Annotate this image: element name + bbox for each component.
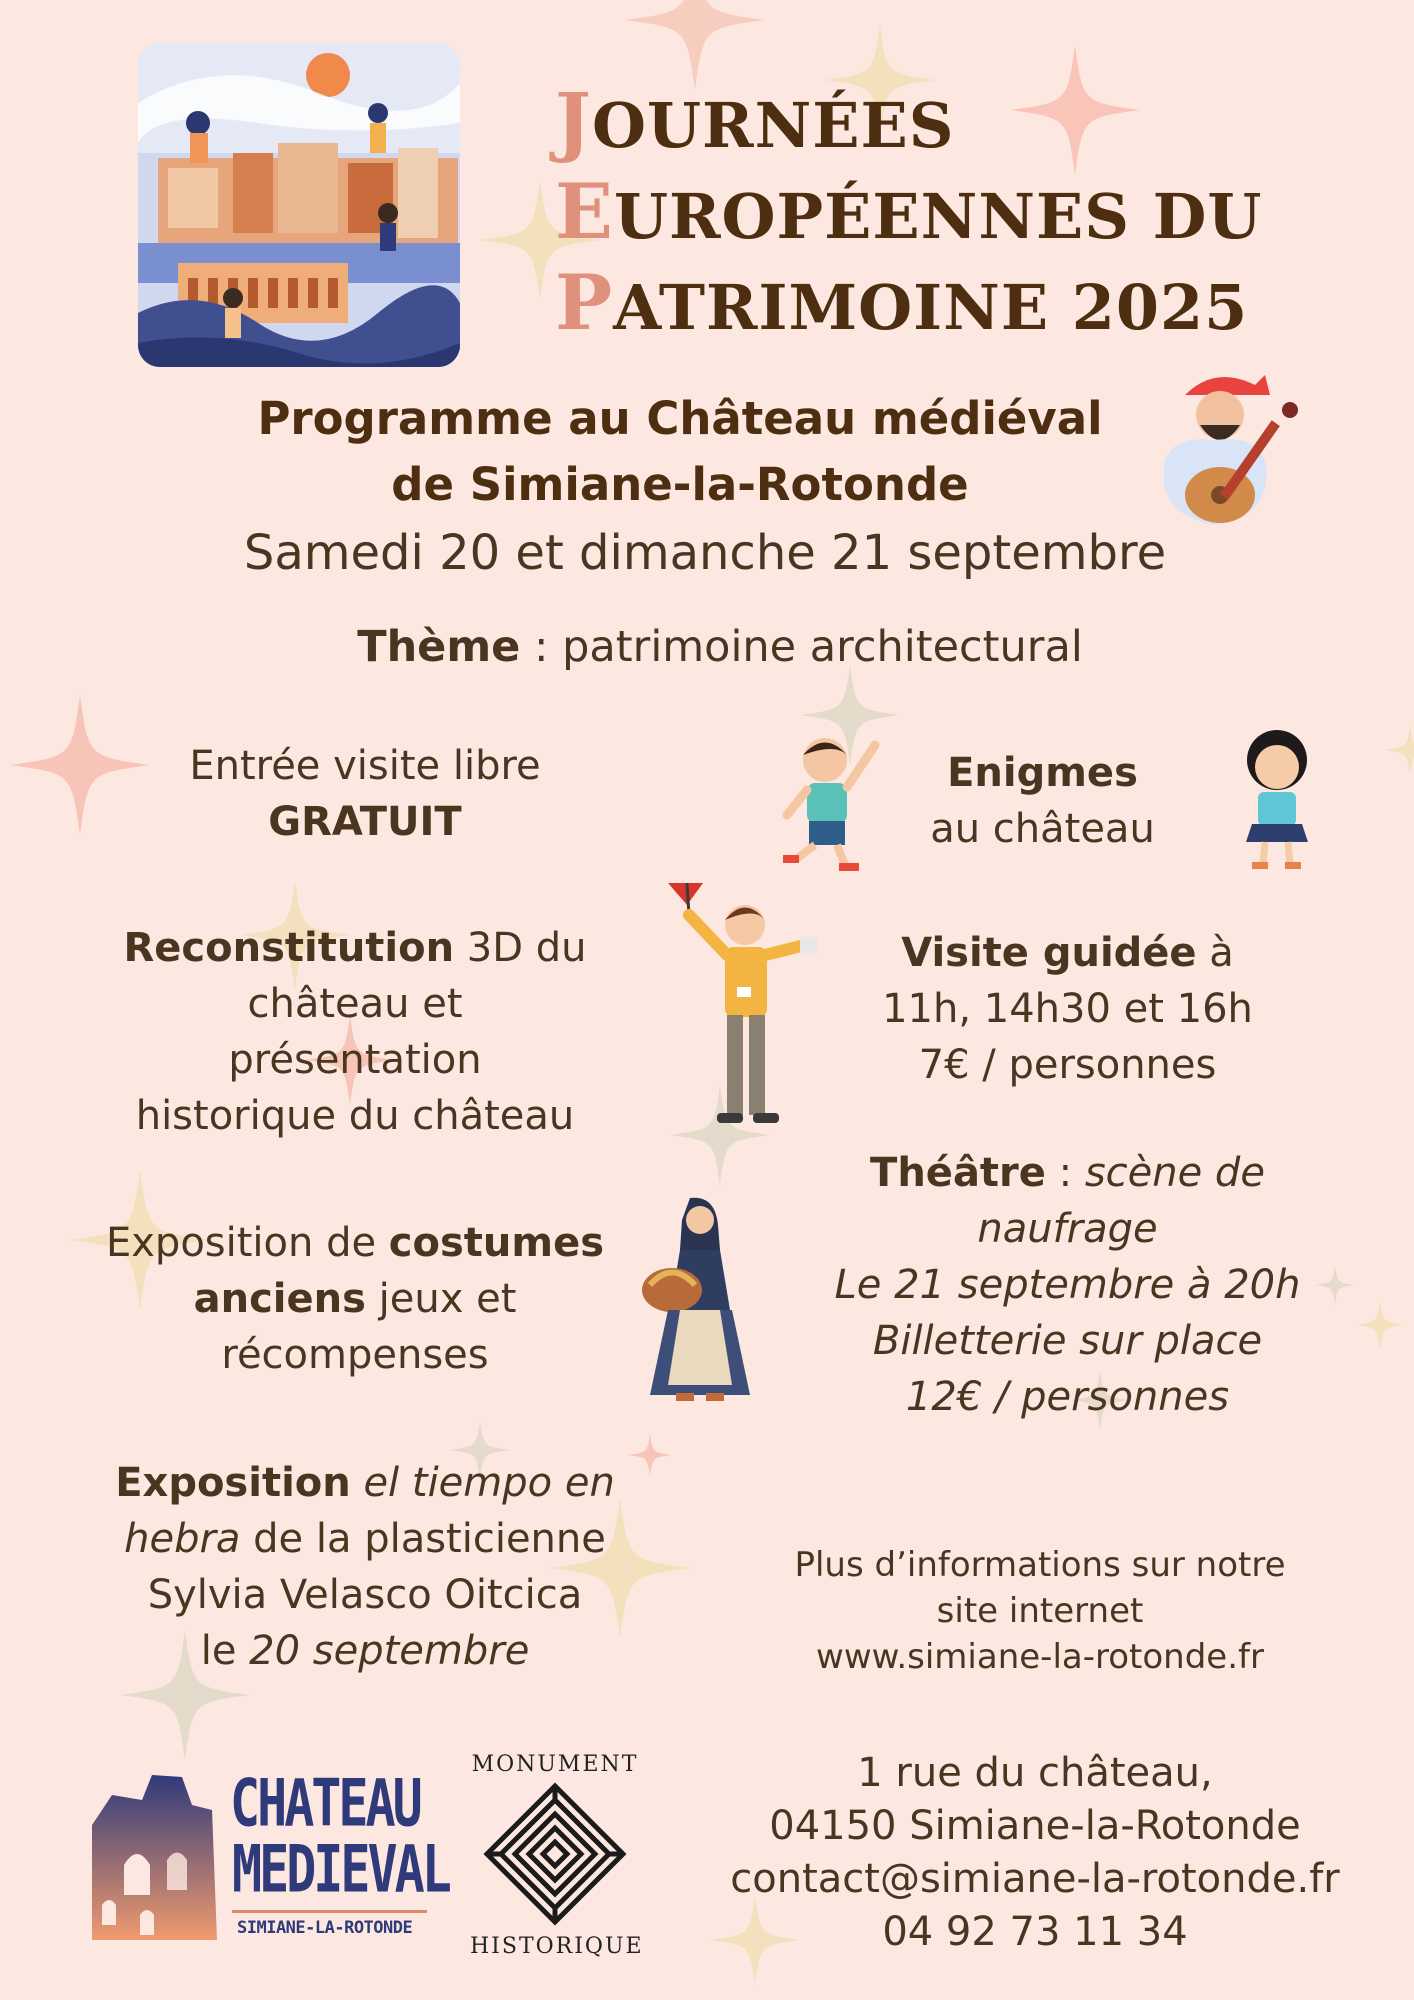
entry-price: GRATUIT [268, 799, 462, 845]
subtitle-line-2: de Simiane-la-Rotonde [391, 458, 969, 511]
entry-info [130, 738, 600, 850]
title-text: UROPÉENNES DU [613, 180, 1263, 253]
tour-guide-illustration [665, 875, 825, 1145]
labyrinth-icon [483, 1782, 627, 1926]
exposition-artist: Sylvia Velasco Oitcica [147, 1572, 583, 1618]
sparkle-icon [10, 695, 150, 835]
theatre-ticketing: Billetterie sur place [872, 1318, 1263, 1364]
theme-value: patrimoine architectural [562, 622, 1083, 672]
title-line-1 [555, 78, 1375, 169]
costumes-text: jeux et [365, 1276, 517, 1322]
title-initial: E [555, 167, 614, 256]
theatre-info [800, 1145, 1335, 1425]
title-initial: J [555, 76, 592, 165]
address-line-1: 1 rue du château, [857, 1750, 1213, 1796]
guided-tour-title: Visite guidée [901, 930, 1197, 976]
theatre-price: 12€ / personnes [905, 1374, 1230, 1420]
logo-divider [232, 1910, 427, 1913]
reconstitution-line-2: château et [247, 981, 463, 1027]
sparkle-icon [1355, 1300, 1405, 1350]
theatre-title: Théâtre [870, 1150, 1046, 1196]
contact-phone[interactable]: 04 92 73 11 34 [882, 1909, 1188, 1955]
theatre-separator: : [1045, 1150, 1085, 1196]
address-line-2: 04150 Simiane-la-Rotonde [769, 1803, 1301, 1849]
costumes-line-2 [75, 1271, 635, 1327]
entry-text: Entrée visite libre [189, 743, 541, 789]
exposition-line-1 [75, 1455, 655, 1511]
logo-subtitle: SIMIANE-LA-ROTONDE [237, 1918, 413, 1938]
costume-woman-illustration [640, 1190, 760, 1410]
monument-historique-logo [470, 1752, 644, 1962]
costumes-line-1 [75, 1215, 635, 1271]
info-line-1: Plus d’informations sur notre [794, 1545, 1286, 1585]
theatre-date: Le 21 septembre à 20h [834, 1262, 1301, 1308]
theme-line [200, 622, 1240, 672]
contact-email[interactable]: contact@simiane-la-rotonde.fr [730, 1856, 1340, 1902]
theatre-scene: scène de [1084, 1150, 1265, 1196]
jester-musician-illustration [1155, 365, 1315, 545]
logo-title-2: MEDIEVAL [232, 1831, 449, 1908]
reconstitution-line-4: historique du château [135, 1093, 575, 1139]
reconstitution-text: 3D du [454, 925, 587, 971]
sparkle-icon [625, 0, 765, 90]
page-title [555, 78, 1375, 351]
reconstitution-info [75, 920, 635, 1144]
theme-separator: : [520, 622, 563, 672]
exposition-name-2: hebra [124, 1516, 241, 1562]
exposition-date [75, 1623, 655, 1679]
title-line-2 [555, 169, 1375, 260]
guided-tour-price: 7€ / personnes [918, 1042, 1217, 1088]
subtitle-line-1: Programme au Château médiéval [257, 392, 1103, 445]
website-link[interactable]: www.simiane-la-rotonde.fr [816, 1637, 1264, 1677]
program-subtitle [210, 386, 1150, 518]
title-text: ATRIMOINE 2025 [613, 271, 1249, 344]
contact-info [705, 1747, 1365, 1959]
exposition-date-prefix: le [200, 1628, 250, 1674]
enigmes-text: au château [930, 806, 1155, 852]
enigmes-info [880, 745, 1205, 857]
castle-tower-icon [82, 1765, 222, 1940]
title-text: OURNÉES [591, 89, 955, 162]
heritage-poster-illustration [138, 43, 460, 367]
guided-tour-text: à [1196, 930, 1234, 976]
theatre-scene-2: naufrage [977, 1206, 1158, 1252]
sparkle-icon [1385, 725, 1414, 775]
costumes-bold-2: anciens [193, 1276, 366, 1322]
costumes-info [75, 1215, 635, 1383]
chateau-medieval-logo [82, 1765, 449, 1945]
theme-label: Thème [357, 622, 521, 672]
exposition-title: Exposition [115, 1460, 351, 1506]
website-info [760, 1542, 1320, 1680]
costumes-bold: costumes [388, 1220, 605, 1266]
exposition-line-2 [75, 1511, 655, 1567]
event-dates: Samedi 20 et dimanche 21 septembre [243, 525, 1167, 581]
costumes-line-3: récompenses [221, 1332, 489, 1378]
exposition-text: de la plasticienne [240, 1516, 606, 1562]
reconstitution-line-1 [75, 920, 635, 976]
info-line-2: site internet [936, 1591, 1144, 1631]
reconstitution-line-3: présentation [228, 1037, 482, 1083]
guided-tour-line-1 [830, 925, 1305, 981]
theatre-line-1 [800, 1145, 1335, 1201]
title-initial: P [555, 258, 614, 347]
girl-illustration [1230, 722, 1325, 872]
boy-waving-illustration [775, 725, 885, 875]
reconstitution-title: Reconstitution [123, 925, 455, 971]
monument-label-bottom: HISTORIQUE [470, 1934, 644, 1959]
exposition-date-value: 20 septembre [249, 1628, 530, 1674]
enigmes-title: Enigmes [947, 750, 1138, 796]
costumes-prefix: Exposition de [105, 1220, 389, 1266]
title-line-3 [555, 260, 1375, 351]
monument-label-top: MONUMENT [471, 1752, 639, 1777]
exposition-info [75, 1455, 655, 1679]
logo-title-1: CHATEAU [230, 1765, 420, 1842]
exposition-name: el tiempo en [350, 1460, 615, 1506]
guided-tour-info [830, 925, 1305, 1093]
guided-tour-times: 11h, 14h30 et 16h [882, 986, 1253, 1032]
